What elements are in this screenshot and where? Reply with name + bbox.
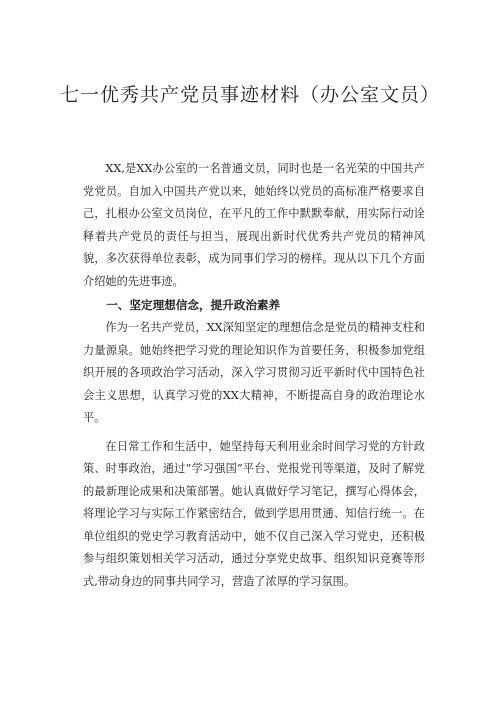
document-title: 七一优秀共产党员事迹材料（办公室文员） [60,84,441,106]
document-body [83,158,425,593]
section-heading: 一、坚定理想信念，提升政治素养 [106,298,281,312]
section-paragraph: 作为一名共产党员，XX深知坚定的理想信念是党员的精神支柱和力量源泉。她始终把学习党的理论知识作为首要任务，积极参加党组织开展的各项政治学习活动，深入学习贯彻习近平新时代中国特色社会主义思想，认真学习党的XX大精神，不断提高自身的政治理论水平。 [83,321,425,424]
section-paragraph: 在日常工作和生活中，她坚持每天利用业余时间学习党的方针政策、时事政治，通过“学习强国”平台、党报党刊等渠道，及时了解党的最新理论成果和决策部署。她认真做好学习笔记，撰写心得体会，将理论学习与实际工作紧密结合，做到学思用贯通、知信行统一。在单位组织的党史学习教育活动中，她不仅自己深入学习党史，还积极参与组织策划相关学习活动，通过分享党史故事、组织知识竞赛等形式,带动身边的同事共同学习，营造了浓厚的学习氛围。 [83,439,425,588]
intro-paragraph: XX,是XX办公室的一名普通文员，同时也是一名光荣的中国共产党党员。自加入中国共产党以来，她始终以党员的高标准严格要求自己，扎根办公室文员岗位，在平凡的工作中默默奉献，用实际行动诠释着共产党员的责任与担当，展现出新时代优秀共产党员的精神风貌，多次获得单位表彰，成为同事们学习的榜样。现从以下几个方面介绍她的先进事迹。 [83,162,425,288]
